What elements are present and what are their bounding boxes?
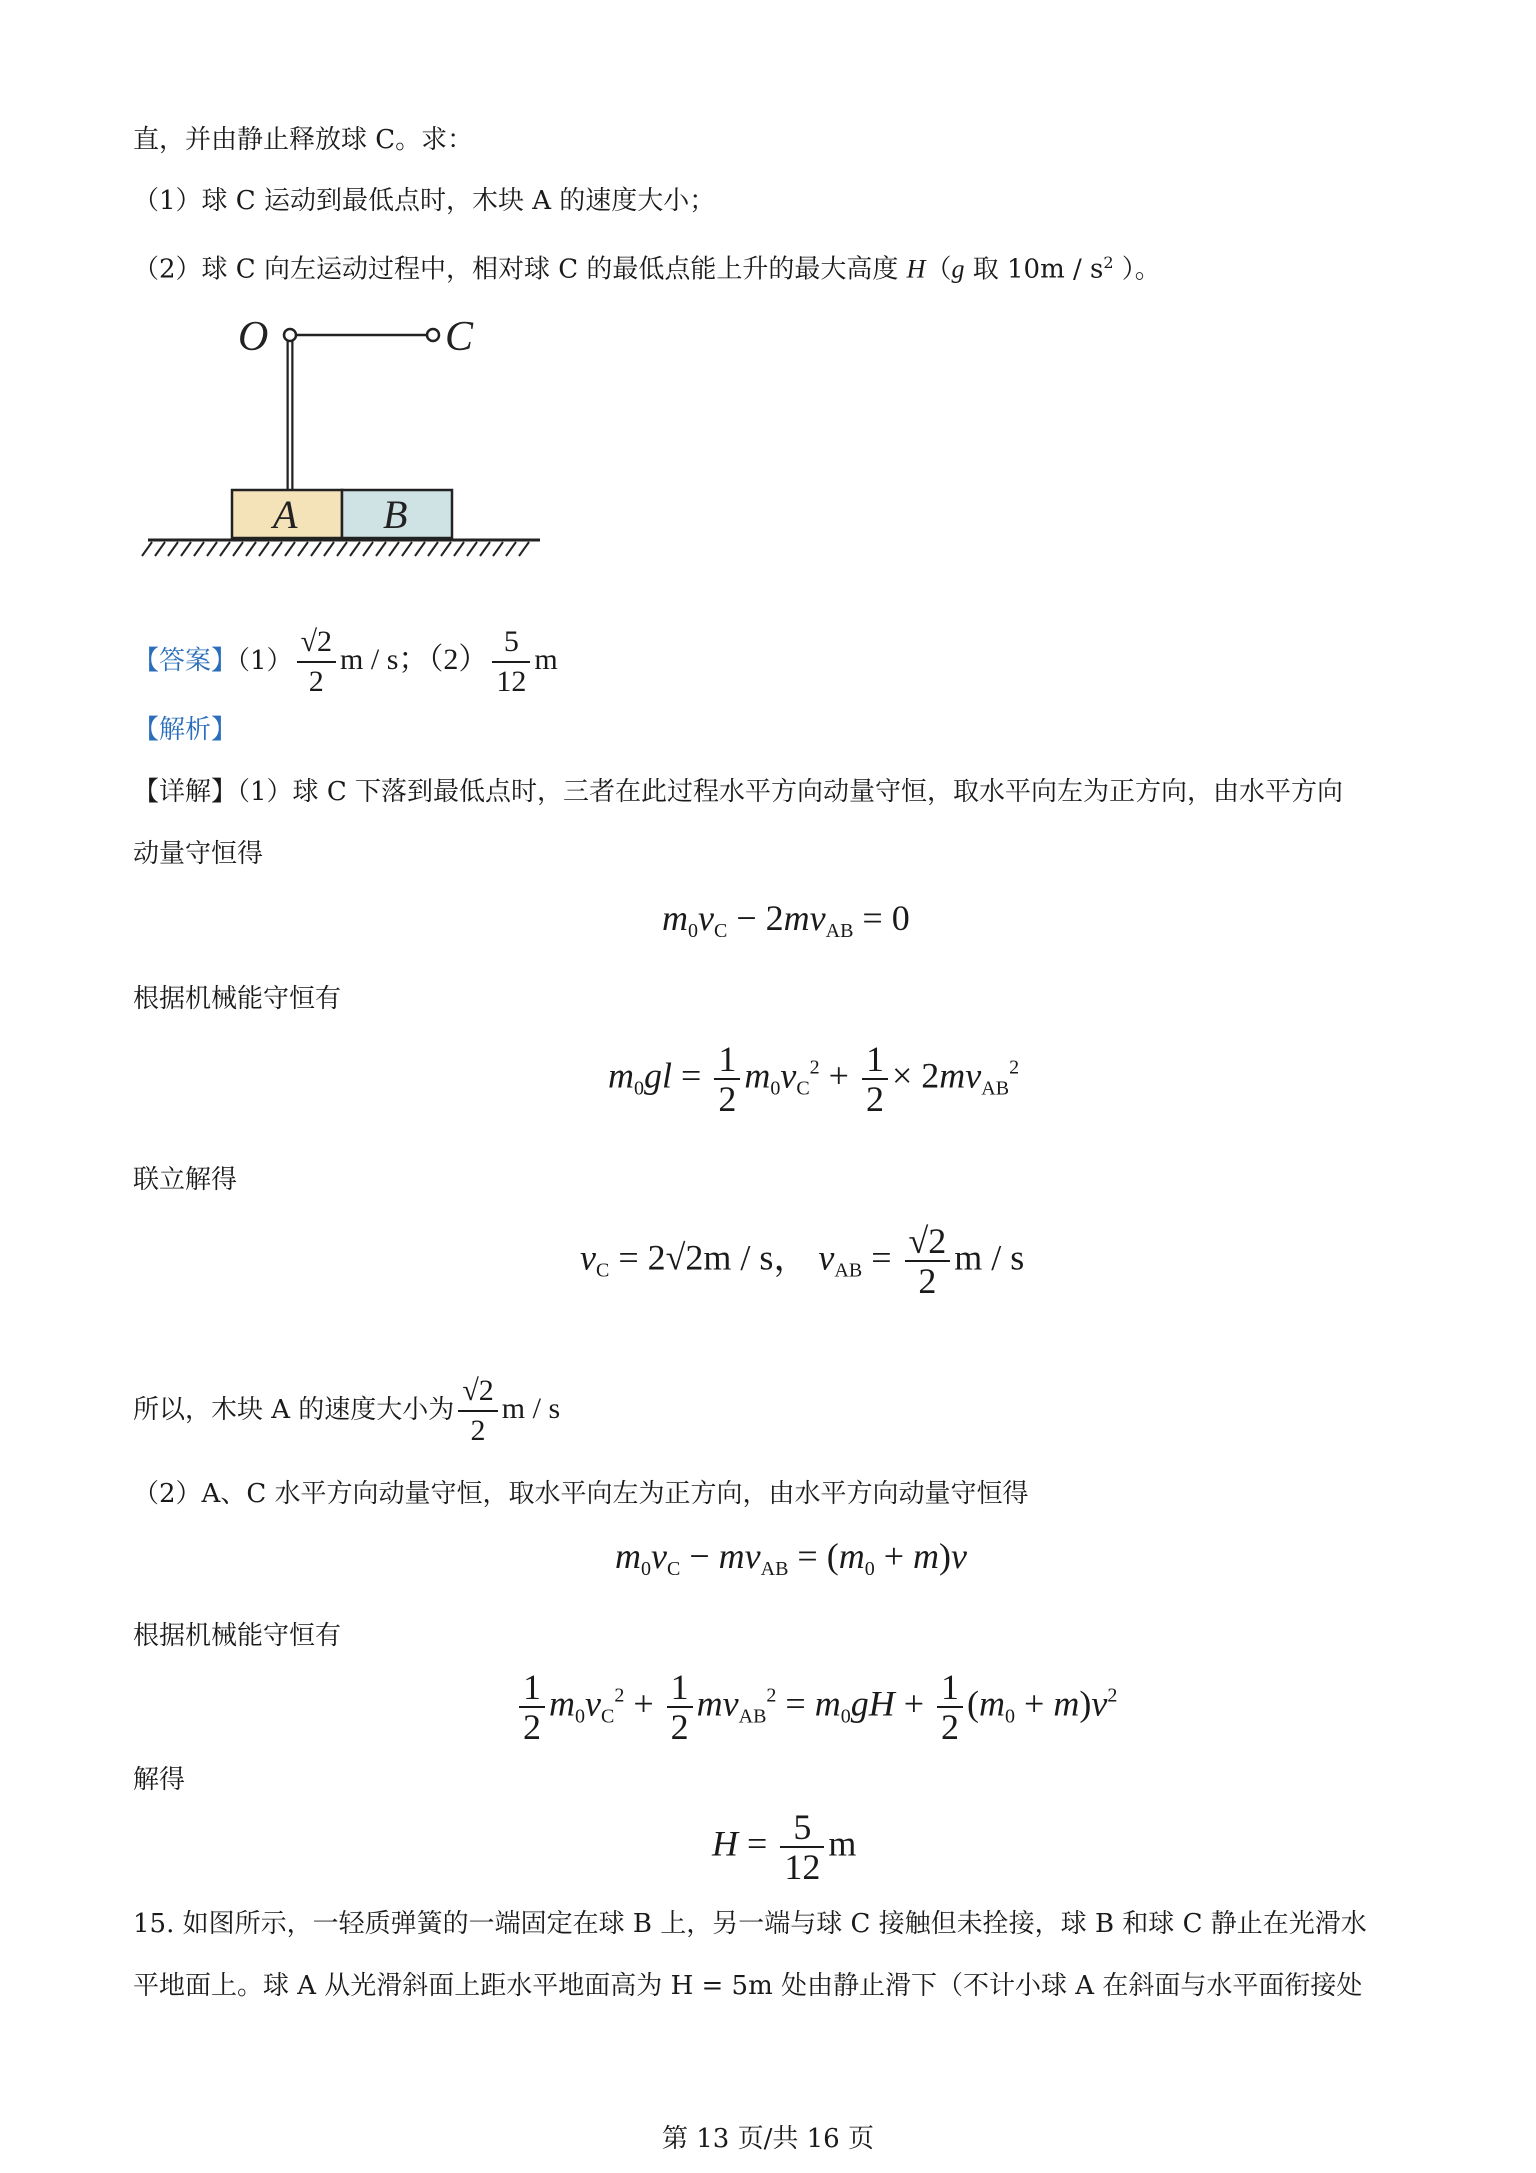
hatch-line [142, 542, 152, 556]
fraction-half: $\frac{1}{2}$ [667, 1668, 693, 1746]
answer-tag: 【答案】 [133, 646, 238, 676]
hatch-line [272, 542, 282, 556]
equation-velocities: $v_C = 2√2m / s$， $v_{AB}$ = $\frac{√2}{2}$ m / s [580, 1221, 1025, 1301]
pendulum-blocks-figure [140, 300, 560, 570]
hatch-line [324, 542, 334, 556]
ball-c [427, 329, 439, 341]
hatch-line [155, 542, 165, 556]
hatch-line [350, 542, 360, 556]
answer-unit-1: m / s；（2） [340, 643, 489, 676]
hatch-line [337, 542, 347, 556]
hatch-line [519, 542, 529, 556]
detail-line-2: 动量守恒得 [133, 839, 264, 869]
hatch-line [311, 542, 321, 556]
part2-text: （2）A、C 水平方向动量守恒，取水平向左为正方向，由水平方向动量守恒得 [133, 1479, 1029, 1509]
hatch-line [402, 542, 412, 556]
hatch-line [298, 542, 308, 556]
label-b: B [383, 492, 408, 537]
question-2-g-value: 取 10m / s [964, 254, 1104, 285]
detail-line-1 [133, 774, 1343, 810]
fraction-half: $\frac{1}{2}$ [937, 1668, 963, 1746]
label-a: A [273, 492, 298, 537]
label-o: O [238, 314, 269, 360]
pivot-o [284, 329, 296, 341]
equation-momentum-2: $m_0v_C - mv_{AB} = (m_0 + m)v$ [615, 1536, 968, 1580]
hatch-line [285, 542, 295, 556]
hatch-line [181, 542, 191, 556]
answer-fraction-2 [492, 623, 530, 701]
fraction-half: $\frac{1}{2}$ [862, 1040, 888, 1118]
fraction-5-over-12: $\frac{5}{12}$ [780, 1808, 824, 1886]
analysis-tag: 【解析】 [133, 715, 238, 745]
result-fraction: $\frac{√2}{2}$ [458, 1372, 497, 1450]
solve-text-2: 解得 [133, 1765, 186, 1795]
question-2-text: （2）球 C 向左运动过程中，相对球 C 的最低点能上升的最大高度 [133, 254, 907, 285]
hatch-line [220, 542, 230, 556]
answer-unit-2: m [534, 643, 558, 676]
hatch-line [363, 542, 373, 556]
fraction-numerator: 5 [492, 623, 530, 663]
fraction-numerator: √2 [297, 623, 336, 663]
answer-part1: （1） [237, 646, 293, 676]
hatch-line [233, 542, 243, 556]
energy-text-2: 根据机械能守恒有 [133, 1621, 342, 1651]
fraction-root2-over-2: $\frac{√2}{2}$ [905, 1222, 951, 1300]
hatch-line [259, 542, 269, 556]
result-line [133, 1367, 560, 1452]
question-15-line-1: 15. 如图所示，一轻质弹簧的一端固定在球 B 上，另一端与球 C 接触但未拴接，球 B 和球 C 静止在光滑水 [133, 1909, 1367, 1939]
hatch-line [428, 542, 438, 556]
hatch-line [389, 542, 399, 556]
question-2-h: H [906, 254, 926, 284]
hatch-line [415, 542, 425, 556]
hatch-line [467, 542, 477, 556]
equation-energy-2: $\frac{1}{2}$ $m_0v_C^2$ + $\frac{1}{2}$ $mv_{AB}^2 = m_0gH$ + $\frac{1}{2}$ $(m_0 + m)v^2$ [515, 1668, 1117, 1746]
answer-line [133, 618, 558, 703]
question-15-line-2: 平地面上。球 A 从光滑斜面上距水平地面高为 H = 5m 处由静止滑下（不计小球 A 在斜面与水平面衔接处 [133, 1971, 1363, 2001]
hatch-line [194, 542, 204, 556]
hatch-line [506, 542, 516, 556]
result-unit: m / s [501, 1392, 561, 1425]
detail-text: （1）球 C 下落到最低点时，三者在此过程水平方向动量守恒，取水平向左为正方向，由水平方向 [237, 777, 1343, 807]
answer-fraction-1 [297, 623, 336, 701]
hatch-line [376, 542, 386, 556]
question-2-g: g [951, 254, 965, 284]
equation-height: H = $\frac{5}{12}$ m [712, 1807, 857, 1887]
energy-text-1: 根据机械能守恒有 [133, 984, 342, 1014]
hatch-line [454, 542, 464, 556]
result-text: 所以，木块 A 的速度大小为 [133, 1395, 455, 1425]
equation-energy-1: $m_0gl$ = $\frac{1}{2}$ $m_0v_C^2$ + $\frac{1}{2}$ × $2mv_{AB}^2$ [608, 1039, 1020, 1119]
equation-momentum-1: $m_0v_C - 2mv_{AB} = 0$ [662, 898, 910, 942]
question-1: （1）球 C 运动到最低点时，木块 A 的速度大小； [133, 186, 716, 216]
fraction-half: $\frac{1}{2}$ [714, 1040, 740, 1118]
solve-text-1: 联立解得 [133, 1165, 238, 1195]
hatch-line [207, 542, 217, 556]
fraction-denominator: 2 [308, 665, 324, 698]
question-2 [133, 245, 1161, 288]
intro-line: 直，并由静止释放球 C。求： [133, 125, 474, 155]
question-2-paren: （ [925, 254, 952, 285]
hatch-line [441, 542, 451, 556]
fraction-half: $\frac{1}{2}$ [519, 1668, 545, 1746]
page-footer: 第 13 页/共 16 页 [662, 2124, 874, 2154]
question-2-end: ）。 [1113, 254, 1161, 285]
hatch-line [493, 542, 503, 556]
hatch-line [246, 542, 256, 556]
label-c: C [445, 314, 474, 360]
question-2-exp: 2 [1103, 253, 1114, 272]
hatch-line [480, 542, 490, 556]
fraction-denominator: 12 [496, 665, 527, 698]
detail-tag: 【详解】 [133, 777, 238, 807]
hatch-line [168, 542, 178, 556]
ground-hatching [142, 542, 529, 556]
